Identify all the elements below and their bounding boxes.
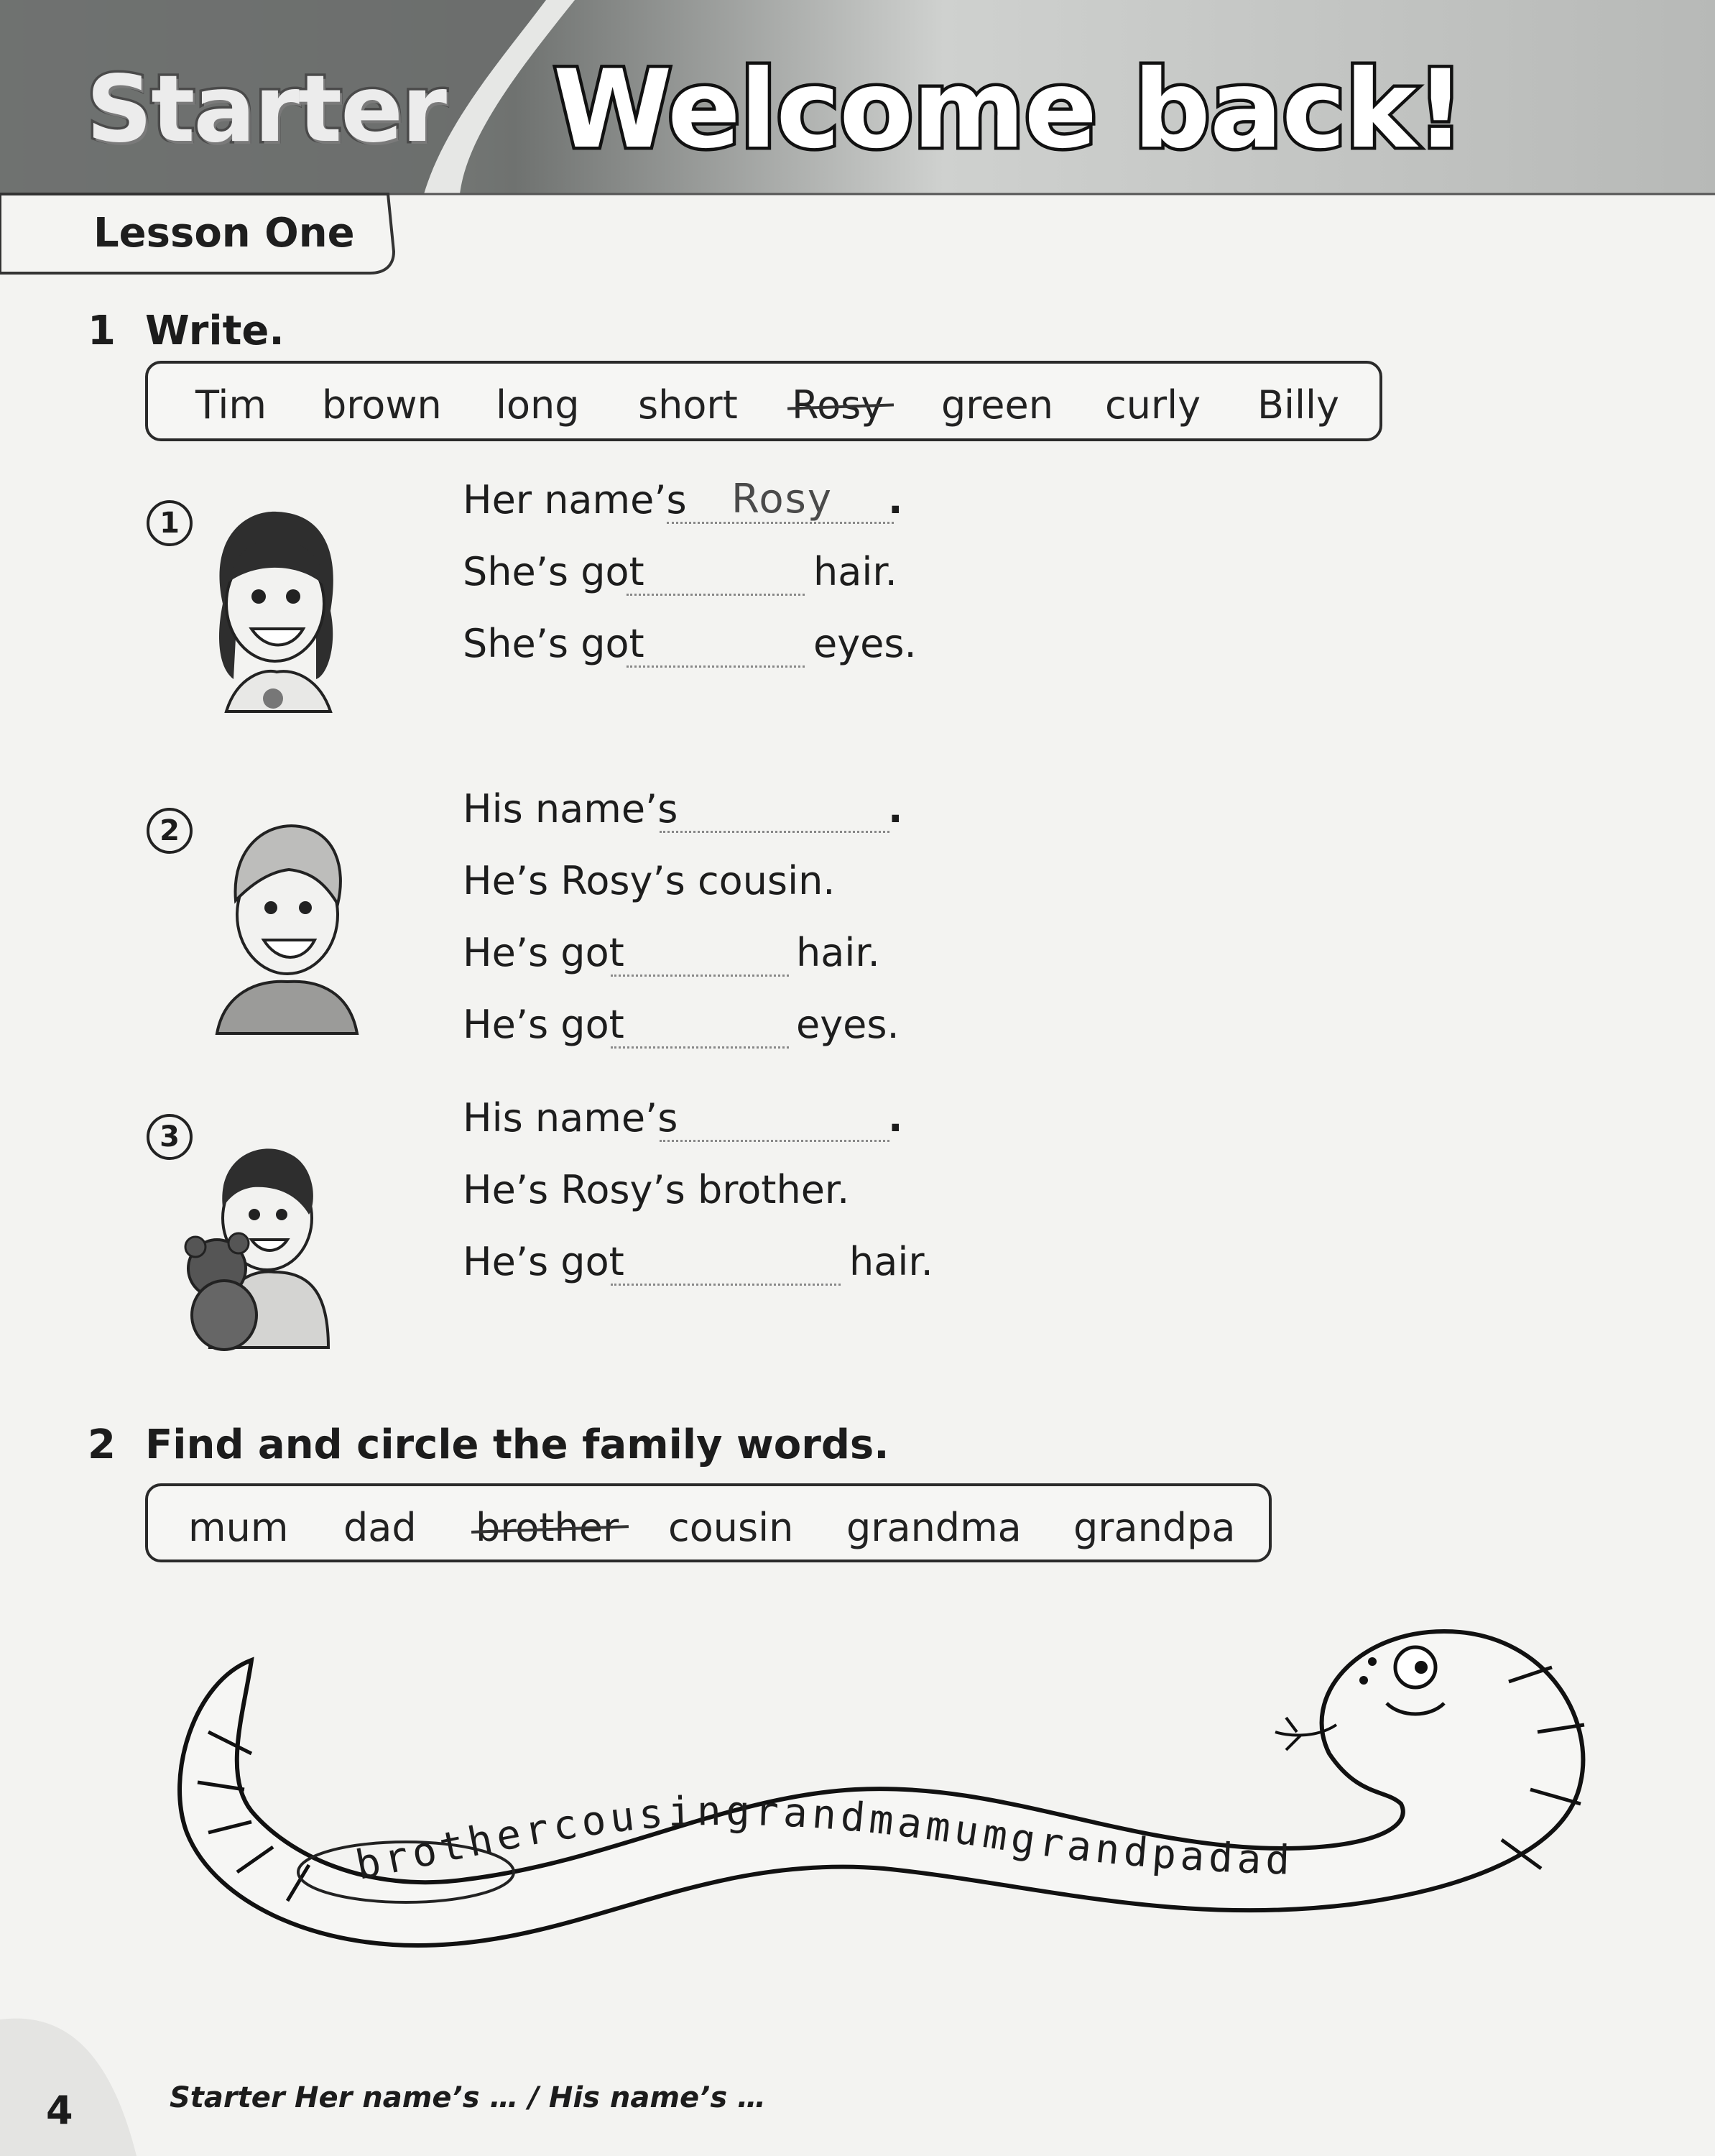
boy-with-teddy-bear-icon <box>167 1135 339 1351</box>
word-bank-word: curly <box>1105 382 1201 428</box>
item-2-marker: 2 <box>147 808 193 854</box>
footer-unit: Starter <box>170 2081 285 2114</box>
page-corner <box>0 2012 144 2156</box>
sentence-3-3-end: hair. <box>849 1239 933 1284</box>
sentence-period: . <box>888 477 903 522</box>
boy-with-light-hair-icon <box>203 803 368 1041</box>
word-bank-word: short <box>638 382 738 428</box>
answer-blank[interactable] <box>660 1140 889 1142</box>
word-bank-word-used: Rosy <box>792 382 884 428</box>
word-bank-word: dad <box>343 1505 417 1550</box>
sentence-3-3-start: He’s got <box>463 1239 624 1284</box>
sentence-2-3-end: hair. <box>796 930 880 975</box>
answer-blank[interactable] <box>627 665 805 668</box>
sentence-1-3-end: eyes. <box>813 621 917 666</box>
sentence-1-2-start: She’s got <box>463 549 644 594</box>
word-bank-word: grandpa <box>1073 1505 1236 1550</box>
footer-language-focus: Her name’s … / His name’s … <box>295 2081 767 2114</box>
word-bank-word-used: brother <box>476 1505 619 1550</box>
unit-title: Starter <box>86 56 445 163</box>
sentence-2-2: He’s Rosy’s cousin. <box>463 858 836 903</box>
sentence-2-1-start: His name’s <box>463 786 678 831</box>
sentence-1-3-start: She’s got <box>463 621 644 666</box>
answer-blank[interactable] <box>611 1046 789 1049</box>
page-title: Welcome back! <box>553 47 1465 172</box>
exercise-1-instruction: Write. <box>145 308 285 354</box>
word-bank-1 <box>145 361 1382 441</box>
sentence-2-4-start: He’s got <box>463 1002 624 1047</box>
page-number: 4 <box>46 2088 73 2133</box>
girl-with-dark-hair-icon <box>194 496 352 733</box>
answer-blank[interactable] <box>611 975 789 977</box>
sentence-1-2-end: hair. <box>813 549 897 594</box>
exercise-2-instruction: Find and circle the family words. <box>145 1422 889 1468</box>
snake-letters: brothercousingrandmamumgrandpadad <box>351 1787 1295 1889</box>
sentence-2-4-end: eyes. <box>796 1002 900 1047</box>
sentence-period: . <box>888 1095 903 1141</box>
answer-blank[interactable] <box>660 831 889 833</box>
item-1-marker: 1 <box>147 500 193 546</box>
sentence-period: . <box>888 786 903 831</box>
snake-word-search[interactable] <box>165 1617 1602 1976</box>
word-bank-word: long <box>496 382 580 428</box>
exercise-1-number: 1 <box>88 308 116 354</box>
answer-blank[interactable] <box>611 1284 841 1286</box>
word-bank-word: green <box>941 382 1053 428</box>
sentence-1-1-start: Her name’s <box>463 477 687 522</box>
word-bank-word: cousin <box>668 1505 794 1550</box>
sentence-2-3-start: He’s got <box>463 930 624 975</box>
word-bank-word: brown <box>322 382 442 428</box>
word-bank-word: mum <box>188 1505 289 1550</box>
item-3-marker: 3 <box>147 1114 193 1160</box>
sentence-3-2: He’s Rosy’s brother. <box>463 1167 850 1212</box>
handwritten-answer: Rosy <box>731 476 833 522</box>
exercise-2-number: 2 <box>88 1422 116 1468</box>
word-bank-word: Billy <box>1257 382 1340 428</box>
snake-body <box>180 1631 1583 1945</box>
lesson-label: Lesson One <box>93 210 355 257</box>
answer-blank[interactable] <box>627 594 805 596</box>
word-bank-word: Tim <box>195 382 267 428</box>
word-bank-word: grandma <box>846 1505 1022 1550</box>
word-bank-2 <box>145 1483 1272 1562</box>
sentence-3-1-start: His name’s <box>463 1095 678 1141</box>
